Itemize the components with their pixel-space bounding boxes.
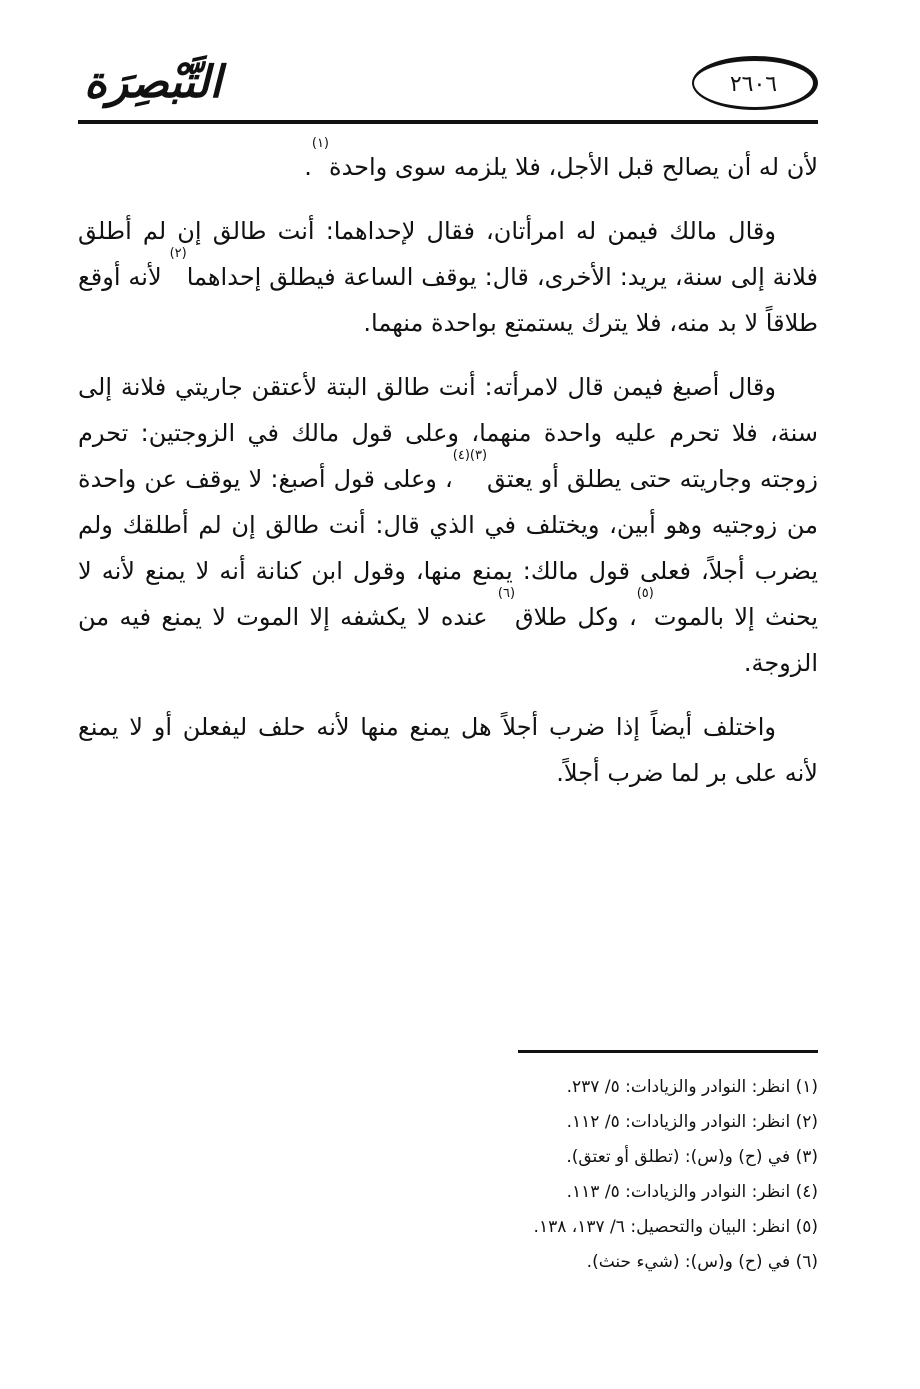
paragraph [78, 704, 818, 796]
footnote: (٢) انظر: النوادر والزيادات: ٥/ ١١٢. [566, 1112, 818, 1132]
header-rule [78, 120, 818, 124]
text-run: لأنه أوقع طلاقاً لا بد منه، فلا يترك يستمتع بواحدة منهما. [78, 263, 818, 337]
footnote-marker: (٣)(٤) [452, 448, 488, 463]
page-header [78, 52, 818, 122]
paragraph [78, 208, 818, 346]
text-run: وقال مالك فيمن له امرأتان، فقال لإحداهما: أنت طالق إن لم أطلق فلانة إلى سنة، يريد: الأخرى، قال: يوقف الساعة فيطلق إحداهما [78, 217, 818, 291]
main-text [78, 136, 818, 814]
text-run: ، وعلى قول أصبغ: لا يوقف عن واحدة من زوجتيه وهو أبين، ويختلف في الذي قال: أنت طالق إن لم أطلقك ولم يضرب أجلاً، فعلى قول مالك: يمنع منها، وقول ابن كنانة أنه لا يمنع لأنه لا يحنث إلا بالموت [78, 465, 818, 631]
footnote: (٣) في (ح) و(س): (تطلق أو تعتق). [566, 1147, 818, 1167]
paragraph [78, 364, 818, 686]
footnote-marker: (٥) [636, 586, 654, 601]
footnote: (٦) في (ح) و(س): (شيء حنث). [586, 1252, 818, 1272]
footnote-marker: (٦) [497, 586, 516, 601]
footnotes [178, 1070, 818, 1280]
text-run: ، وكل طلاق [515, 603, 637, 631]
text-run: وقال أصبغ فيمن قال لامرأته: أنت طالق البتة لأعتقن جاريتي فلانة إلى سنة، فلا تحرم عليه واحدة منهما، وعلى قول مالك في الزوجتين: تحرم زوجته وجاريته حتى يطلق أو يعتق [78, 373, 818, 493]
footnote: (٥) انظر: البيان والتحصيل: ٦/ ١٣٧، ١٣٨. [533, 1217, 818, 1237]
footnote-separator [518, 1050, 818, 1053]
text-run: . [304, 153, 312, 181]
footnote-marker: (١) [311, 136, 329, 151]
footnote: (٤) انظر: النوادر والزيادات: ٥/ ١١٣. [566, 1182, 818, 1202]
text-run: واختلف أيضاً إذا ضرب أجلاً هل يمنع منها لأنه حلف ليفعلن أو لا يمنع لأنه على بر لما ضرب أجلاً. [78, 713, 818, 787]
text-run: لأن له أن يصالح قبل الأجل، فلا يلزمه سوى واحدة [329, 153, 818, 181]
footnote-marker: (٢) [169, 246, 187, 261]
footnote: (١) انظر: النوادر والزيادات: ٥/ ٢٣٧. [566, 1077, 818, 1097]
book-title: التَّبْصِرَة [84, 57, 222, 108]
text-run: عنده لا يكشفه إلا الموت لا يمنع فيه من الزوجة. [78, 603, 818, 677]
page-number: ٢٦٠٦ [729, 71, 778, 97]
paragraph [78, 136, 818, 190]
page-number-frame [692, 56, 818, 110]
